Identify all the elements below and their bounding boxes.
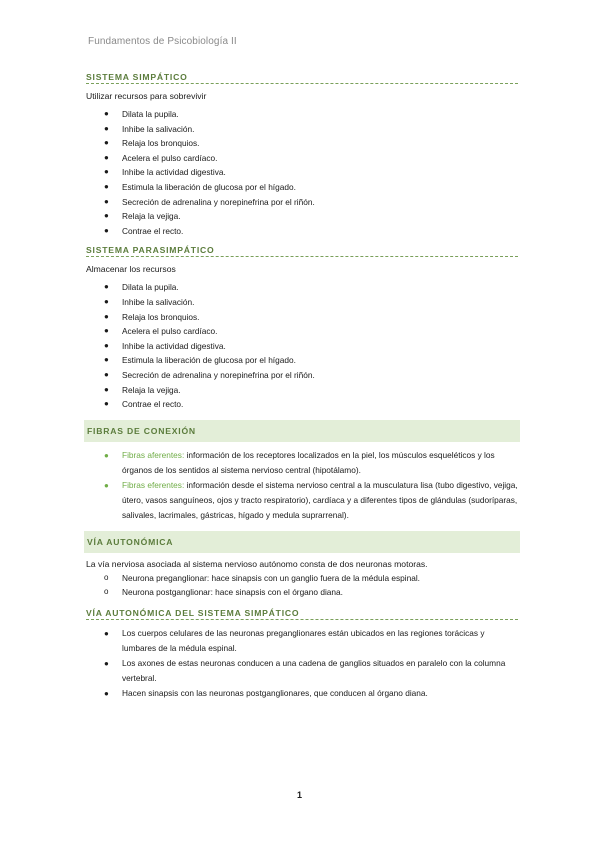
- page-content: [86, 72, 518, 701]
- bullet-icon: ●: [104, 369, 109, 379]
- section-heading-parasimpatico: SISTEMA PARASIMPÁTICO: [86, 245, 518, 257]
- list-item: ● Inhibe la salivación.: [86, 295, 518, 310]
- list-item: ● Relaja la vejiga.: [86, 383, 518, 398]
- list-via-simpatico: [86, 626, 518, 701]
- list-simpatico: [86, 107, 518, 238]
- list-item: ● Dilata la pupila.: [86, 280, 518, 295]
- bullet-icon: ●: [104, 340, 109, 350]
- list-item: ● Relaja la vejiga.: [86, 209, 518, 224]
- bullet-icon: ●: [104, 109, 109, 118]
- section-heading-via: VÍA AUTONÓMICA: [84, 531, 520, 553]
- bullet-icon: ●: [104, 167, 109, 177]
- list-item: ● Estimula la liberación de glucosa por el hígado.: [86, 353, 518, 368]
- section-heading-via-simpatico: VÍA AUTONÓMICA DEL SISTEMA SIMPÁTICO: [86, 608, 518, 620]
- list-item: ● Hacen sinapsis con las neuronas postganglionares, que conducen al órgano diana.: [86, 686, 518, 701]
- list-fibras: [86, 448, 518, 523]
- list-item: ● Los cuerpos celulares de las neuronas preganglionares están ubicados en las regiones torácicas y lumbares de la médula espinal.: [104, 627, 485, 653]
- section-intro-simpatico: Utilizar recursos para sobrevivir: [86, 91, 207, 101]
- bullet-icon: ●: [104, 658, 109, 668]
- bullet-icon: ●: [104, 480, 109, 490]
- list-item: ● Acelera el pulso cardíaco.: [86, 151, 518, 166]
- circle-bullet-icon: o: [104, 572, 109, 582]
- section-intro-via: La vía nerviosa asociada al sistema nervioso autónomo consta de dos neuronas motoras.: [86, 558, 428, 569]
- bullet-icon: ●: [104, 296, 109, 306]
- list-item: ● Fibras aferentes: información de los receptores localizados en la piel, los músculos esqueléticos y los órganos de los sentidos al sistema nervioso central (hipotálamo).: [104, 449, 495, 475]
- bullet-icon: ●: [104, 225, 109, 235]
- list-item: ● Dilata la pupila.: [86, 107, 518, 122]
- list-item: ● Inhibe la actividad digestiva.: [86, 339, 518, 354]
- list-item: ● Fibras eferentes: información desde el sistema nervioso central a la musculatura lisa (tubo digestivo, vejiga, útero, vasos sanguíneos, ojos y tracto respiratorio), cardíaca y a diferentes tipos de glándulas (sudoríparas, salivales, lacrimales, gástricas, hígado y medula suprarrenal).: [104, 479, 518, 520]
- list-item: o Neurona preganglionar: hace sinapsis con un ganglio fuera de la médula espinal.: [86, 571, 518, 586]
- bullet-icon: ●: [104, 450, 109, 460]
- bullet-icon: ●: [104, 152, 109, 162]
- list-item: ● Inhibe la actividad digestiva.: [86, 165, 518, 180]
- bullet-icon: ●: [104, 181, 109, 191]
- list-item: ● Contrae el recto.: [86, 224, 518, 239]
- list-parasimpatico: [86, 280, 518, 411]
- bullet-icon: ●: [104, 399, 109, 409]
- page-header: Fundamentos de Psicobiología II: [88, 36, 237, 47]
- list-item: ● Secreción de adrenalina y norepinefrina por el riñón.: [86, 195, 518, 210]
- bullet-icon: ●: [104, 326, 109, 336]
- list-item: ● Los axones de estas neuronas conducen a una cadena de ganglios situados en paralelo con la columna vertebral.: [104, 657, 506, 683]
- section-heading-simpatico: SISTEMA SIMPÁTICO: [86, 72, 518, 84]
- bullet-icon: ●: [104, 138, 109, 148]
- bullet-icon: ●: [104, 311, 109, 321]
- section-intro-parasimpatico: Almacenar los recursos: [86, 264, 176, 275]
- list-item: ● Relaja los bronquios.: [86, 136, 518, 151]
- bullet-icon: ●: [104, 355, 109, 365]
- section-heading-fibras: FIBRAS DE CONEXIÓN: [84, 420, 520, 442]
- bullet-icon: ●: [104, 211, 109, 221]
- bullet-icon: ●: [104, 196, 109, 206]
- list-item: ● Estimula la liberación de glucosa por el hígado.: [86, 180, 518, 195]
- circle-bullet-icon: o: [104, 587, 109, 597]
- bullet-icon: ●: [104, 628, 109, 638]
- list-item: ● Contrae el recto.: [86, 397, 518, 412]
- page-number: 1: [296, 790, 302, 800]
- bullet-icon: ●: [104, 282, 109, 292]
- bullet-icon: ●: [104, 123, 109, 133]
- list-item: ● Inhibe la salivación.: [86, 122, 518, 137]
- list-via: [86, 571, 518, 600]
- list-item: ● Relaja los bronquios.: [86, 310, 518, 325]
- list-item: ● Secreción de adrenalina y norepinefrina por el riñón.: [86, 368, 518, 383]
- bullet-icon: ●: [104, 688, 109, 698]
- list-item: ● Acelera el pulso cardíaco.: [86, 324, 518, 339]
- bullet-icon: ●: [104, 384, 109, 394]
- list-item: o Neurona postganglionar: hace sinapsis con el órgano diana.: [86, 585, 518, 600]
